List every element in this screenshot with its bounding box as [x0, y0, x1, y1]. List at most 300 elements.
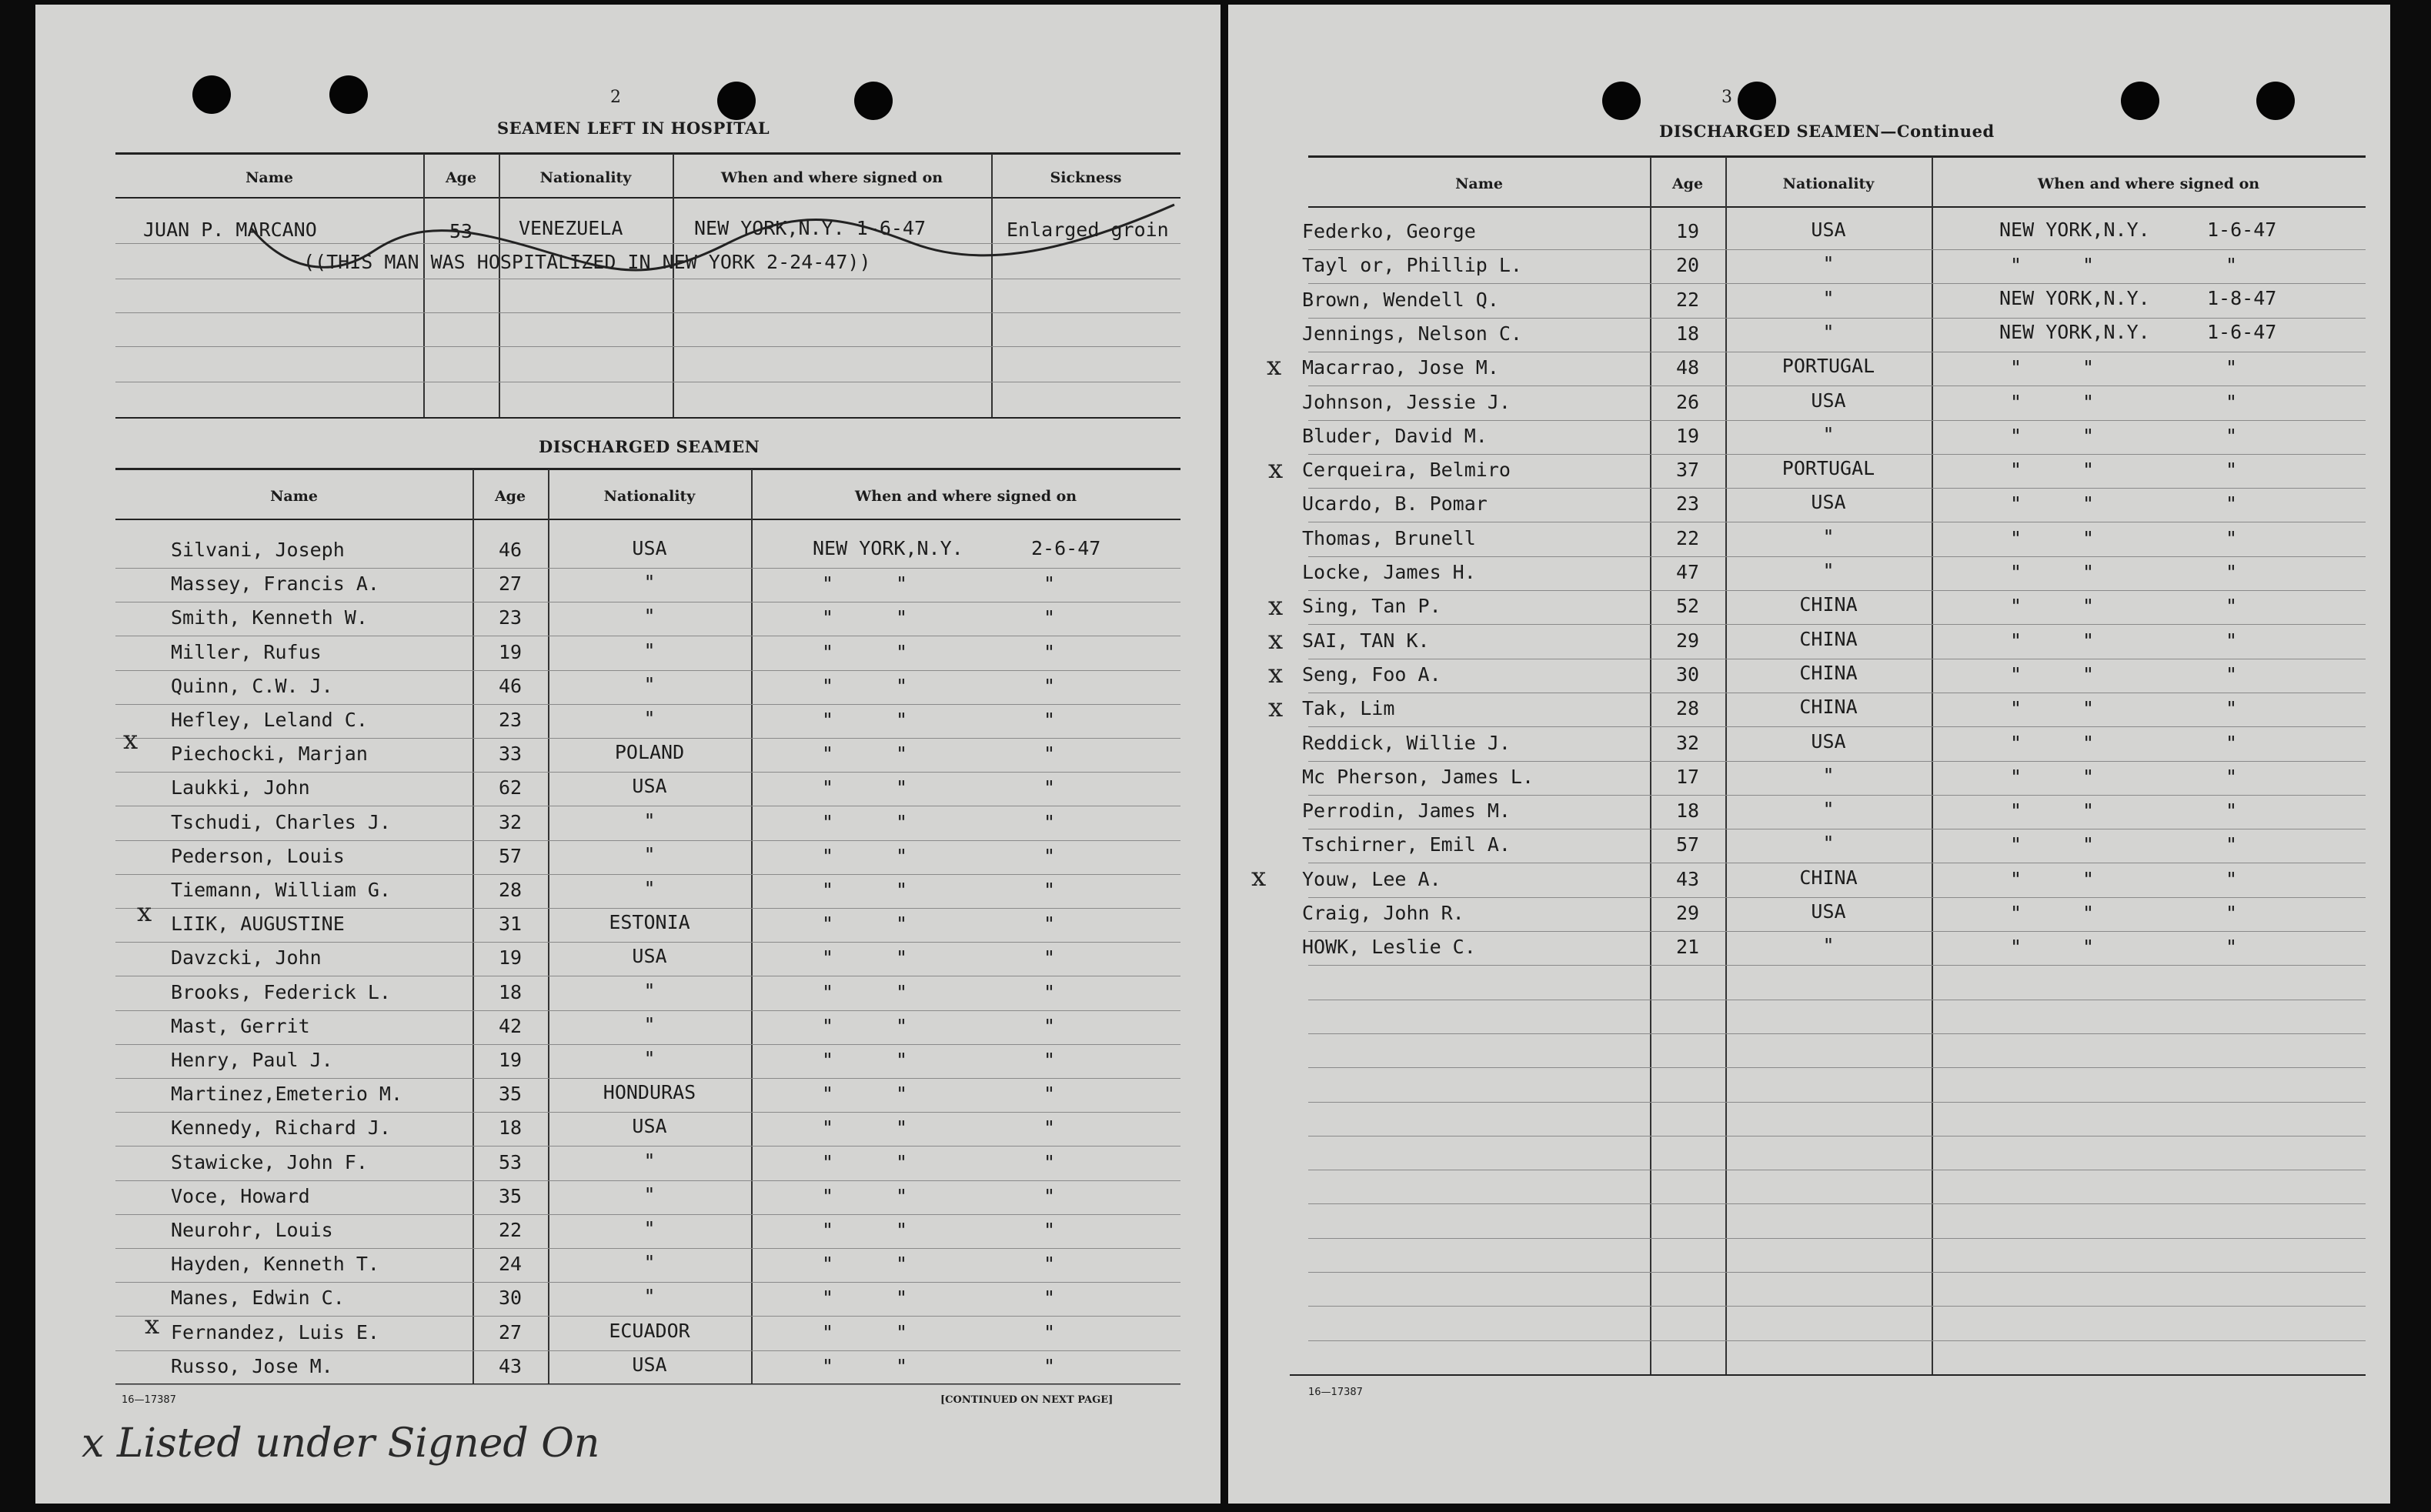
ditto-mark: "	[1044, 879, 1056, 901]
table-row-line	[1308, 795, 2366, 796]
x-mark: x	[1267, 351, 1282, 382]
table-row-line	[115, 1384, 1180, 1385]
seaman-nationality: "	[643, 1183, 656, 1206]
ditto-mark: "	[2226, 697, 2238, 719]
seaman-nationality: "	[643, 1285, 656, 1307]
seaman-age: 29	[1675, 629, 1700, 652]
seaman-nationality: "	[643, 673, 656, 696]
seaman-nationality: "	[1822, 423, 1835, 446]
seaman-name: Manes, Edwin C.	[171, 1287, 345, 1309]
seaman-age: 32	[1675, 732, 1700, 754]
ditto-mark: "	[896, 1321, 908, 1343]
ditto-mark: "	[2226, 833, 2238, 856]
ditto-mark: "	[2010, 697, 2022, 719]
seaman-age: 20	[1675, 254, 1700, 276]
ditto-mark: "	[822, 1253, 834, 1275]
seaman-name: Seng, Foo A.	[1302, 663, 1441, 686]
seaman-nationality: "	[643, 1047, 656, 1070]
seaman-age: 18	[498, 1116, 523, 1139]
seaman-age: 46	[498, 539, 523, 561]
seaman-name: Thomas, Brunell	[1302, 527, 1476, 549]
seaman-age: 43	[498, 1355, 523, 1377]
ditto-mark: "	[896, 1049, 908, 1071]
seaman-age: 22	[498, 1219, 523, 1241]
table-row-line	[115, 1282, 1180, 1283]
seaman-name: Federko, George	[1302, 220, 1476, 242]
ditto-mark: "	[896, 981, 908, 1003]
table-row-line	[1308, 249, 2366, 250]
ditto-mark: "	[1044, 981, 1056, 1003]
table-row-line	[1308, 454, 2366, 455]
seaman-nationality: "	[1822, 934, 1835, 956]
punch-hole	[854, 82, 893, 120]
ditto-mark: "	[2010, 595, 2022, 617]
seaman-nationality: "	[643, 571, 656, 593]
table-row-line	[115, 704, 1180, 705]
signed-place: NEW YORK,N.Y.	[813, 537, 963, 559]
page-number: 3	[1721, 88, 1732, 107]
seaman-nationality: "	[1822, 526, 1835, 548]
seaman-age: 46	[498, 675, 523, 697]
seaman-age: 26	[1675, 391, 1700, 413]
seaman-age: 27	[498, 1321, 523, 1343]
seaman-name: Bluder, David M.	[1302, 425, 1488, 447]
ditto-mark: "	[822, 572, 834, 595]
ditto-mark: "	[896, 913, 908, 935]
hospital-name: JUAN P. MARCANO	[143, 219, 317, 241]
punch-hole	[329, 75, 368, 114]
seaman-age: 27	[498, 572, 523, 595]
ditto-mark: "	[2226, 425, 2238, 447]
ditto-mark: "	[822, 1116, 834, 1139]
ditto-mark: "	[2082, 732, 2095, 754]
seaman-nationality: "	[1822, 832, 1835, 854]
ditto-mark: "	[2226, 254, 2238, 276]
table-row-line	[115, 1146, 1180, 1147]
signed-place: NEW YORK,N.Y.	[1999, 287, 2150, 309]
seaman-name: Miller, Rufus	[171, 641, 322, 663]
right-header-nationality: Nationality	[1782, 175, 1875, 192]
x-mark: x	[1251, 862, 1267, 893]
seaman-nationality: "	[1822, 559, 1835, 582]
ditto-mark: "	[822, 1287, 834, 1309]
ditto-mark: "	[1044, 1015, 1056, 1037]
punch-hole	[2256, 82, 2295, 120]
hospital-signed: NEW YORK,N.Y. 1-6-47	[694, 217, 927, 239]
seaman-age: 29	[1675, 902, 1700, 924]
ditto-mark: "	[822, 1015, 834, 1037]
ditto-mark: "	[822, 675, 834, 697]
ditto-mark: "	[2082, 902, 2095, 924]
ditto-mark: "	[2010, 391, 2022, 413]
table-row-line	[115, 942, 1180, 943]
left-page	[35, 5, 1221, 1504]
form-number: 16—17387	[1308, 1387, 1363, 1398]
seaman-name: Martinez,Emeterio M.	[171, 1083, 403, 1105]
ditto-mark: "	[896, 709, 908, 731]
ditto-mark: "	[896, 743, 908, 765]
seaman-name: Tschudi, Charles J.	[171, 811, 391, 833]
seaman-name: Smith, Kenneth W.	[171, 606, 368, 629]
table-row-line	[115, 1180, 1180, 1181]
table-row-line	[1308, 590, 2366, 591]
seaman-age: 42	[498, 1015, 523, 1037]
ditto-mark: "	[1044, 1287, 1056, 1309]
ditto-mark: "	[896, 1151, 908, 1173]
x-mark: x	[1268, 625, 1284, 656]
seaman-name: SAI, TAN K.	[1302, 629, 1430, 652]
seaman-nationality: USA	[1811, 900, 1846, 923]
seaman-name: Craig, John R.	[1302, 902, 1464, 924]
ditto-mark: "	[896, 776, 908, 799]
seaman-name: Locke, James H.	[1302, 561, 1476, 583]
seaman-age: 23	[1675, 492, 1700, 515]
signed-date: 1-6-47	[2207, 219, 2277, 241]
seaman-nationality: "	[643, 1251, 656, 1273]
seaman-age: 22	[1675, 289, 1700, 311]
seaman-nationality: USA	[1811, 491, 1846, 513]
ditto-mark: "	[2010, 254, 2022, 276]
ditto-mark: "	[822, 776, 834, 799]
seaman-nationality: ECUADOR	[609, 1320, 690, 1342]
ditto-mark: "	[822, 1219, 834, 1241]
seaman-age: 43	[1675, 868, 1700, 890]
seaman-name: Stawicke, John F.	[171, 1151, 368, 1173]
seaman-name: Tayl or, Phillip L.	[1302, 254, 1522, 276]
ditto-mark: "	[2082, 697, 2095, 719]
seaman-name: Silvani, Joseph	[171, 539, 345, 561]
ditto-mark: "	[2010, 732, 2022, 754]
ditto-mark: "	[1044, 675, 1056, 697]
table-row-line	[1308, 420, 2366, 421]
ditto-mark: "	[822, 879, 834, 901]
seaman-nationality: USA	[1811, 389, 1846, 412]
seaman-nationality: USA	[632, 945, 667, 967]
seaman-nationality: "	[643, 1217, 656, 1240]
ditto-mark: "	[1044, 845, 1056, 867]
punch-hole	[717, 82, 756, 120]
ditto-mark: "	[2082, 356, 2095, 379]
ditto-mark: "	[896, 811, 908, 833]
ditto-mark: "	[822, 981, 834, 1003]
ditto-mark: "	[2082, 459, 2095, 481]
table-row-line	[1308, 1238, 2366, 1239]
ditto-mark: "	[2082, 766, 2095, 788]
seaman-nationality: HONDURAS	[603, 1081, 696, 1103]
ditto-mark: "	[2082, 425, 2095, 447]
seaman-age: 32	[498, 811, 523, 833]
ditto-mark: "	[822, 913, 834, 935]
table-row-line	[1308, 726, 2366, 727]
seaman-nationality: PORTUGAL	[1782, 457, 1875, 479]
table-row-line	[115, 772, 1180, 773]
ditto-mark: "	[896, 845, 908, 867]
seaman-name: Sing, Tan P.	[1302, 595, 1441, 617]
ditto-mark: "	[896, 572, 908, 595]
ditto-mark: "	[1044, 641, 1056, 663]
ditto-mark: "	[896, 1219, 908, 1241]
seaman-name: Brooks, Federick L.	[171, 981, 391, 1003]
seaman-age: 31	[498, 913, 523, 935]
table-row-line	[1308, 1306, 2366, 1307]
ditto-mark: "	[1044, 1049, 1056, 1071]
x-mark: x	[123, 725, 139, 756]
ditto-mark: "	[2226, 527, 2238, 549]
ditto-mark: "	[2010, 868, 2022, 890]
seaman-age: 24	[498, 1253, 523, 1275]
table-row-line	[115, 670, 1180, 671]
hospital-header-age: Age	[445, 169, 477, 186]
signed-place: NEW YORK,N.Y.	[1999, 219, 2150, 241]
ditto-mark: "	[2226, 356, 2238, 379]
seaman-nationality: CHINA	[1799, 593, 1858, 616]
seaman-name: Quinn, C.W. J.	[171, 675, 333, 697]
seaman-nationality: "	[643, 707, 656, 729]
continued-note: [CONTINUED ON NEXT PAGE]	[940, 1394, 1114, 1406]
hospital-header-nationality: Nationality	[539, 169, 632, 186]
seaman-age: 57	[1675, 833, 1700, 856]
hospital-note: ((THIS MAN WAS HOSPITALIZED IN NEW YORK 2-24-47))	[303, 251, 871, 273]
ditto-mark: "	[1044, 913, 1056, 935]
discharged-continued-title: DISCHARGED SEAMEN—Continued	[1659, 122, 1995, 141]
ditto-mark: "	[2010, 936, 2022, 958]
seaman-nationality: "	[1822, 287, 1835, 309]
seaman-age: 19	[498, 1049, 523, 1071]
form-number: 16—17387	[122, 1394, 176, 1406]
seaman-nationality: ESTONIA	[609, 911, 690, 933]
discharged-header-name: Name	[270, 488, 318, 505]
ditto-mark: "	[1044, 709, 1056, 731]
seaman-age: 30	[498, 1287, 523, 1309]
ditto-mark: "	[1044, 1151, 1056, 1173]
seaman-age: 53	[498, 1151, 523, 1173]
seaman-nationality: "	[643, 1150, 656, 1172]
ditto-mark: "	[2226, 663, 2238, 686]
ditto-mark: "	[896, 1083, 908, 1105]
ditto-mark: "	[822, 1321, 834, 1343]
hospital-section-title: SEAMEN LEFT IN HOSPITAL	[497, 118, 770, 138]
ditto-mark: "	[2010, 663, 2022, 686]
ditto-mark: "	[896, 1185, 908, 1207]
ditto-mark: "	[2082, 663, 2095, 686]
ditto-mark: "	[2010, 356, 2022, 379]
handwritten-squiggle	[220, 197, 1182, 289]
ditto-mark: "	[2226, 799, 2238, 822]
ditto-mark: "	[2226, 595, 2238, 617]
table-row-line	[1308, 897, 2366, 898]
table-row-line	[1308, 318, 2366, 319]
ditto-mark: "	[2082, 561, 2095, 583]
page-number: 2	[610, 88, 621, 107]
ditto-mark: "	[2226, 459, 2238, 481]
seaman-name: HOWK, Leslie C.	[1302, 936, 1476, 958]
seaman-name: Cerqueira, Belmiro	[1302, 459, 1511, 481]
punch-hole	[1602, 82, 1641, 120]
seaman-name: Neurohr, Louis	[171, 1219, 333, 1241]
ditto-mark: "	[896, 606, 908, 629]
table-row-line	[115, 874, 1180, 875]
seaman-nationality: "	[1822, 321, 1835, 343]
seaman-name: Tschirner, Emil A.	[1302, 833, 1511, 856]
ditto-mark: "	[1044, 946, 1056, 969]
seaman-nationality: CHINA	[1799, 696, 1858, 718]
table-row-line	[115, 1350, 1180, 1351]
seaman-age: 23	[498, 709, 523, 731]
ditto-mark: "	[2010, 902, 2022, 924]
seaman-age: 18	[1675, 322, 1700, 345]
seaman-nationality: "	[643, 1013, 656, 1036]
seaman-age: 37	[1675, 459, 1700, 481]
seaman-name: Russo, Jose M.	[171, 1355, 333, 1377]
hospital-header-name: Name	[245, 169, 293, 186]
seaman-nationality: USA	[632, 775, 667, 797]
seaman-age: 57	[498, 845, 523, 867]
seaman-name: Tiemann, William G.	[171, 879, 391, 901]
ditto-mark: "	[2226, 629, 2238, 652]
table-row-line	[115, 1316, 1180, 1317]
hospital-header-sickness: Sickness	[1050, 169, 1122, 186]
ditto-mark: "	[822, 845, 834, 867]
seaman-nationality: "	[643, 877, 656, 900]
ditto-mark: "	[896, 1253, 908, 1275]
table-row-line	[1308, 1136, 2366, 1137]
ditto-mark: "	[822, 946, 834, 969]
ditto-mark: "	[2082, 492, 2095, 515]
ditto-mark: "	[822, 743, 834, 765]
ditto-mark: "	[896, 1355, 908, 1377]
seaman-age: 28	[1675, 697, 1700, 719]
seaman-nationality: "	[643, 980, 656, 1002]
ditto-mark: "	[2010, 799, 2022, 822]
seaman-name: Reddick, Willie J.	[1302, 732, 1511, 754]
punch-hole	[1738, 82, 1776, 120]
ditto-mark: "	[2010, 492, 2022, 515]
discharged-header-signed: When and where signed on	[854, 488, 1077, 505]
signed-date: 1-8-47	[2207, 287, 2277, 309]
seaman-nationality: "	[1822, 764, 1835, 786]
seaman-nationality: "	[1822, 252, 1835, 275]
ditto-mark: "	[2226, 561, 2238, 583]
seaman-age: 18	[1675, 799, 1700, 822]
table-row-line	[1308, 624, 2366, 625]
table-row-line	[115, 1010, 1180, 1011]
seaman-age: 23	[498, 606, 523, 629]
ditto-mark: "	[2226, 732, 2238, 754]
ditto-mark: "	[2082, 936, 2095, 958]
ditto-mark: "	[1044, 606, 1056, 629]
seaman-age: 47	[1675, 561, 1700, 583]
handwritten-note: x Listed under Signed On	[82, 1420, 600, 1467]
seaman-name: Hefley, Leland C.	[171, 709, 368, 731]
signed-date: 2-6-47	[1031, 537, 1101, 559]
seaman-name: Hayden, Kenneth T.	[171, 1253, 379, 1275]
seaman-name: Jennings, Nelson C.	[1302, 322, 1522, 345]
seaman-name: Mc Pherson, James L.	[1302, 766, 1534, 788]
seaman-age: 33	[498, 743, 523, 765]
ditto-mark: "	[1044, 1321, 1056, 1343]
ditto-mark: "	[2082, 391, 2095, 413]
seaman-name: Laukki, John	[171, 776, 310, 799]
ditto-mark: "	[2226, 492, 2238, 515]
discharged-section-title: DISCHARGED SEAMEN	[539, 437, 760, 456]
seaman-nationality: "	[643, 809, 656, 832]
table-row-line	[115, 1214, 1180, 1215]
ditto-mark: "	[822, 1049, 834, 1071]
ditto-mark: "	[1044, 1253, 1056, 1275]
seaman-age: 35	[498, 1185, 523, 1207]
seaman-name: Kennedy, Richard J.	[171, 1116, 391, 1139]
x-mark: x	[1268, 659, 1284, 689]
seaman-name: Youw, Lee A.	[1302, 868, 1441, 890]
seaman-nationality: PORTUGAL	[1782, 355, 1875, 377]
seaman-name: Mast, Gerrit	[171, 1015, 310, 1037]
ditto-mark: "	[2082, 799, 2095, 822]
ditto-mark: "	[1044, 776, 1056, 799]
seaman-age: 19	[1675, 425, 1700, 447]
seaman-nationality: USA	[632, 1115, 667, 1137]
seaman-name: LIIK, AUGUSTINE	[171, 913, 345, 935]
seaman-nationality: USA	[1811, 730, 1846, 753]
seaman-age: 19	[1675, 220, 1700, 242]
seaman-nationality: CHINA	[1799, 866, 1858, 889]
table-row-line	[1308, 1067, 2366, 1068]
ditto-mark: "	[896, 1015, 908, 1037]
ditto-mark: "	[896, 879, 908, 901]
ditto-mark: "	[2226, 936, 2238, 958]
seaman-age: 22	[1675, 527, 1700, 549]
hospital-age: 53	[449, 220, 473, 242]
seaman-nationality: POLAND	[614, 741, 685, 763]
ditto-mark: "	[2010, 629, 2022, 652]
seaman-name: Henry, Paul J.	[171, 1049, 333, 1071]
table-row-line	[115, 908, 1180, 909]
punch-hole	[192, 75, 231, 114]
table-row-line	[115, 1044, 1180, 1045]
ditto-mark: "	[1044, 1083, 1056, 1105]
ditto-mark: "	[2082, 629, 2095, 652]
ditto-mark: "	[2082, 527, 2095, 549]
ditto-mark: "	[896, 1116, 908, 1139]
ditto-mark: "	[2082, 254, 2095, 276]
ditto-mark: "	[1044, 1116, 1056, 1139]
ditto-mark: "	[1044, 1219, 1056, 1241]
seaman-name: Brown, Wendell Q.	[1302, 289, 1499, 311]
seaman-age: 48	[1675, 356, 1700, 379]
right-header-age: Age	[1671, 175, 1704, 192]
seaman-nationality: USA	[632, 537, 667, 559]
x-mark: x	[1268, 454, 1284, 485]
table-row-line	[1308, 1340, 2366, 1341]
x-mark: x	[145, 1310, 160, 1340]
table-row-line	[1308, 556, 2366, 557]
table-row-line	[1308, 965, 2366, 966]
seaman-age: 19	[498, 946, 523, 969]
seaman-name: Macarrao, Jose M.	[1302, 356, 1499, 379]
seaman-age: 18	[498, 981, 523, 1003]
ditto-mark: "	[822, 709, 834, 731]
ditto-mark: "	[822, 1151, 834, 1173]
table-row-line	[115, 568, 1180, 569]
seaman-nationality: "	[643, 639, 656, 662]
seaman-nationality: "	[643, 605, 656, 627]
table-row-line	[1308, 1102, 2366, 1103]
ditto-mark: "	[822, 1083, 834, 1105]
table-row-line	[1308, 1272, 2366, 1273]
ditto-mark: "	[2010, 459, 2022, 481]
ditto-mark: "	[2226, 868, 2238, 890]
seaman-nationality: "	[1822, 798, 1835, 820]
ditto-mark: "	[1044, 572, 1056, 595]
